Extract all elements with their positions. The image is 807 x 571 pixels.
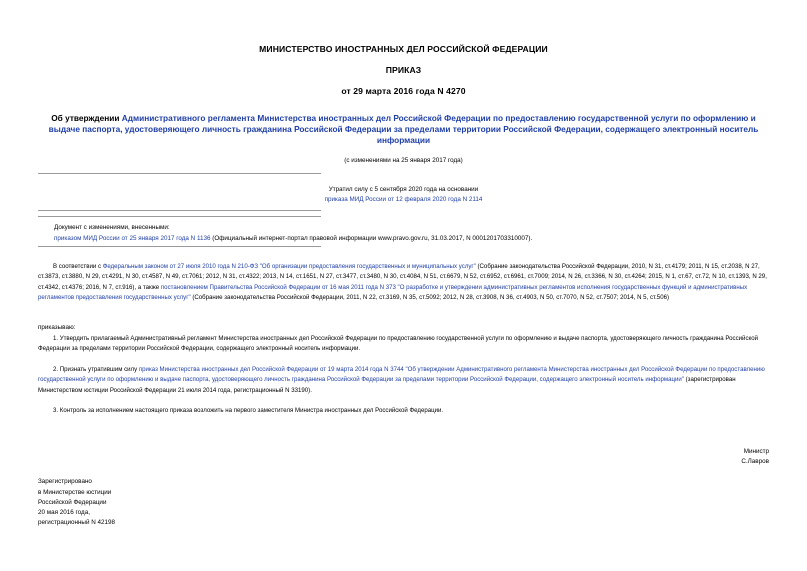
regulation-link[interactable]: Административного регламента Министерства иностранных дел Российской Федерации по предоставлению государственной услуги по оформлению и выдаче паспорта, удостоверяющего личность гражданина Российской Федерации за пределами территории Российской Федерации, содержащего электронный носитель информации <box>48 113 759 145</box>
order-word: приказываю: <box>38 324 76 331</box>
repealed-order-link[interactable]: приказ Министерства иностранных дел Российской Федерации от 19 марта 2014 года N 3744 "Об утверждении Административного регламента Министерства иностранных дел Российской Федерации по предоставлению государственной услуги по оформлению и выдаче паспорта, удостоверяющего личность гражданина Российской Федерации за пределами территории Российской Федерации, содержащего электронный носитель информации" <box>38 366 765 384</box>
separator-line <box>38 216 321 217</box>
separator-line <box>38 173 321 174</box>
registration-date: 20 мая 2016 года, <box>38 509 90 516</box>
separator-line <box>38 246 321 247</box>
registration-number: регистрационный N 42198 <box>38 519 116 526</box>
order-item-3: 3. Контроль за исполнением настоящего приказа возложить на первого заместителя Министра иностранных дел Российской Федерации. <box>53 407 444 414</box>
basis-text: (Собрание законодательства Российской Федерации, 2010, N 31, ст.4179; 2011, N 15, ст.2038, N 27, ст.3873, ст.3880, N 29, ст.4291, N 30, ст.4587, N 49, ст.7061; 2012, N 31, ст.4322; 2013, N 14, ст.1651, N 27, ст.3477, ст.3480, N 30, ст.4084, N 51, ст.6679, N 52, ст.6952, ст.6961, ст.7009; 2014, N 26, ст.3366, N 30, ст.4264; 2015, N 1, ст.67, ст.72, N 10, ст.1393, N 29, ст.4342, ст.4376; 2016, N 7, ст.916), а также <box>38 263 767 291</box>
signature-name: С.Лавров <box>741 458 769 465</box>
changes-intro: Документ с изменениями, внесенными: <box>54 224 170 231</box>
registration-line-3: Российской Федерации <box>38 499 107 506</box>
document-date-number: от 29 марта 2016 года N 4270 <box>341 86 466 96</box>
order-item-2-registration: (зарегистрирован Министерством юстиции Российской Федерации 21 июля 2014 года, регистрационный N 33190). <box>38 376 736 394</box>
order-item-2 <box>38 365 770 396</box>
registration-line-2: в Министерстве юстиции <box>38 489 112 496</box>
basis-paragraph <box>38 262 770 303</box>
repeal-order-link[interactable]: приказа МИД России от 12 февраля 2020 года N 2114 <box>324 196 483 203</box>
document-title <box>40 113 767 146</box>
federal-law-link[interactable]: Федеральным законом от 27 июля 2010 года N 210-ФЗ "Об организации предоставления государственных и муниципальных услуг" <box>102 263 476 270</box>
basis-text: (Собрание законодательства Российской Федерации, 2011, N 22, ст.3169, N 35, ст.5092; 2012, N 28, ст.3908, N 36, ст.4903, N 50, ст.7070, N 52, ст.7507; 2014, N 5, ст.506) <box>190 293 669 301</box>
signature-position: Министр <box>743 448 769 455</box>
government-decree-link[interactable]: постановлением Правительства Российской Федерации от 16 мая 2011 года N 373 "О разработке и утверждении административных регламентов исполнения государственных функций и административных регламентов предоставления государственных услуг" <box>38 283 748 301</box>
registration-line-1: Зарегистрировано <box>38 478 92 485</box>
ministry-heading: МИНИСТЕРСТВО ИНОСТРАННЫХ ДЕЛ РОССИЙСКОЙ ФЕДЕРАЦИИ <box>259 44 548 54</box>
changes-line <box>54 235 794 242</box>
basis-text: В соответствии с <box>53 263 103 270</box>
order-item-1: 1. Утвердить прилагаемый Административный регламент Министерства иностранных дел Российской Федерации по предоставлению государственной услуги по оформлению и выдаче паспорта, удостоверяющего личность гражданина Российской Федерации за пределами территории Российской Федерации, содержащего электронный носитель информации. <box>38 335 759 353</box>
changes-source: (Официальный интернет-портал правовой информации www.pravo.gov.ru, 31.03.2017, N 0001201703310007). <box>210 235 533 242</box>
amendments-note: (с изменениями на 25 января 2017 года) <box>344 157 463 164</box>
changes-order-link[interactable]: приказом МИД России от 25 января 2017 года N 1136 <box>54 235 211 242</box>
repeal-note: Утратил силу с 5 сентября 2020 года на основании <box>328 186 479 193</box>
order-item-2-text: 2. Признать утратившим силу <box>53 366 139 373</box>
title-prefix: Об утверждении <box>51 113 122 123</box>
separator-line <box>38 210 321 211</box>
document-type: ПРИКАЗ <box>385 65 422 75</box>
